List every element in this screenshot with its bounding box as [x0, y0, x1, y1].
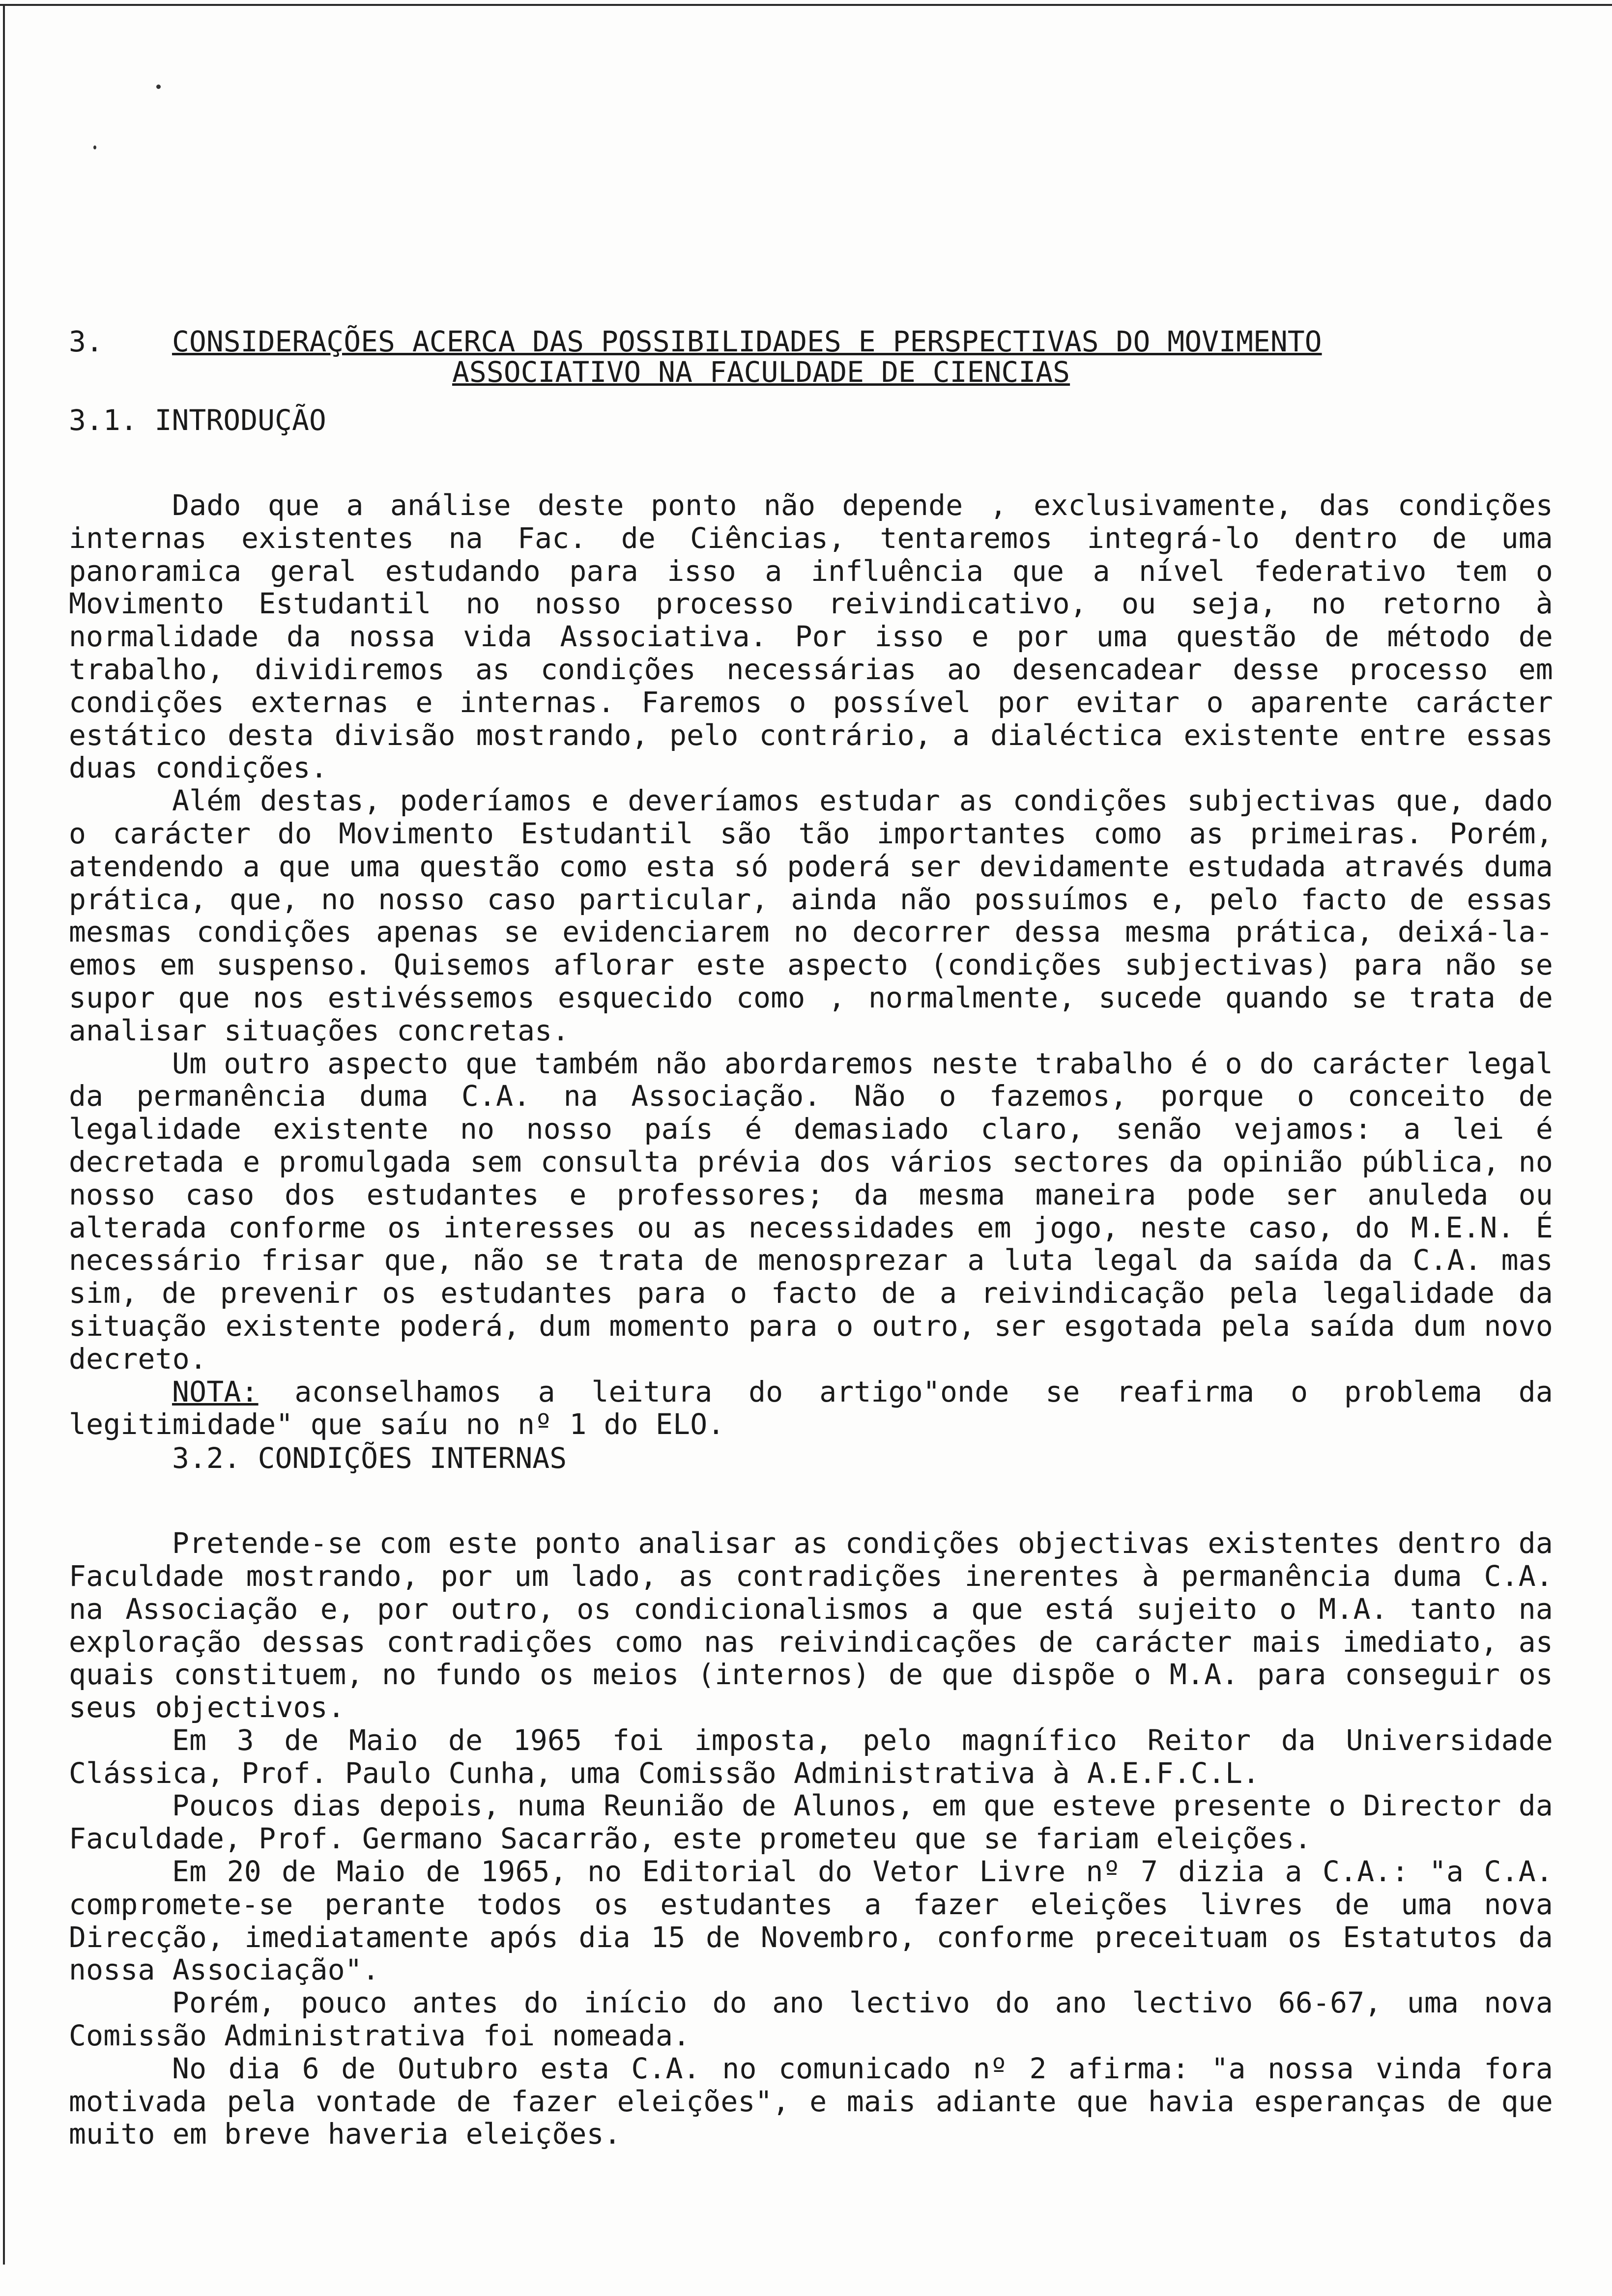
ink-speck — [156, 85, 161, 89]
internal-paragraph: Porém, pouco antes do início do ano lectivo do ano lectivo 66-67, uma nova Comissão Administrativa foi nomeada. — [69, 1986, 1553, 2053]
page-border-left — [3, 4, 5, 2265]
intro-heading: 3.1. INTRODUÇÃO — [69, 403, 326, 437]
internal-heading: 3.2. CONDIÇÕES INTERNAS — [172, 1441, 567, 1475]
internal-paragraph: Poucos dias depois, numa Reunião de Alunos, em que esteve presente o Director da Faculdade, Prof. Germano Sacarrão, este prometeu que se fariam eleições. — [69, 1789, 1553, 1856]
note-paragraph — [69, 1376, 1553, 1441]
section-number: 3. — [69, 325, 103, 358]
intro-paragraph: Dado que a análise deste ponto não depende , exclusivamente, das condições internas existentes na Fac. de Ciências, tentaremos integrá-lo dentro de uma panoramica geral estudando para isso a influência que a nível federativo tem o Movimento Estudantil no nosso processo reivindicativo, ou seja, no retorno à normalidade da nossa vida Associativa. Por isso e por uma questão de método de trabalho, dividiremos as condições necessárias ao desencadear desse processo em condições externas e internas. Faremos o possível por evitar o aparente carácter estático desta divisão mostrando, pelo contrário, a dialéctica existente entre essas duas condições. — [69, 488, 1553, 785]
section-title-line1: CONSIDERAÇÕES ACERCA DAS POSSIBILIDADES E PERSPECTIVAS DO MOVIMENTO — [172, 325, 1322, 358]
note-text: aconselhamos a leitura do artigo"onde se reafirma o problema da legitimidade" que saíu no nº 1 do ELO. — [69, 1375, 1553, 1441]
internal-paragraph: Em 20 de Maio de 1965, no Editorial do Vetor Livre nº 7 dizia a C.A.: "a C.A. compromete-se perante todos os estudantes a fazer eleições livres de uma nova Direcção, imediatamente após dia 15 de Novembro, conforme preceituam os Estatutos da nossa Associação". — [69, 1855, 1553, 1987]
section-title-line2: ASSOCIATIVO NA FACULDADE DE CIENCIAS — [452, 355, 1070, 389]
page-border-top — [0, 4, 1612, 6]
internal-paragraph: Em 3 de Maio de 1965 foi imposta, pelo magnífico Reitor da Universidade Clássica, Prof. Paulo Cunha, uma Comissão Administrativa à A.E.F.C.L. — [69, 1723, 1553, 1790]
ink-speck — [93, 145, 96, 149]
intro-paragraph: Um outro aspecto que também não abordaremos neste trabalho é o do carácter legal da permanência duma C.A. na Associação. Não o fazemos, porque o conceito de legalidade existente no nosso país é demasiado claro, senão vejamos: a lei é decretada e promulgada sem consulta prévia dos vários sectores da opinião pública, no nosso caso dos estudantes e professores; da mesma maneira pode ser anuleda ou alterada conforme os interesses ou as necessidades em jogo, neste caso, do M.E.N. É necessário frisar que, não se trata de menosprezar a luta legal da saída da C.A. mas sim, de prevenir os estudantes para o facto de a reivindicação pela legalidade da situação existente poderá, dum momento para o outro, ser esgotada pela saída dum novo decreto. — [69, 1046, 1553, 1376]
internal-paragraph: No dia 6 de Outubro esta C.A. no comunicado nº 2 afirma: "a nossa vinda fora motivada pela vontade de fazer eleições", e mais adiante que havia esperanças de que muito em breve haveria eleições. — [69, 2051, 1553, 2151]
section-heading — [69, 319, 1553, 393]
internal-paragraph: Pretende-se com este ponto analisar as condições objectivas existentes dentro da Faculdade mostrando, por um lado, as contradições inerentes à permanência duma C.A. na Associação e, por outro, os condicionalismos a que está sujeito o M.A. tanto na exploração dessas contradições como nas reivindicações de carácter mais imediato, as quais constituem, no fundo os meios (internos) de que dispõe o M.A. para conseguir os seus objectivos. — [69, 1526, 1553, 1724]
note-label: NOTA: — [172, 1375, 259, 1408]
document-body — [69, 319, 1553, 2151]
intro-paragraph: Além destas, poderíamos e deveríamos estudar as condições subjectivas que, dado o carácter do Movimento Estudantil são tão importantes como as primeiras. Porém, atendendo a que uma questão como esta só poderá ser devidamente estudada através duma prática, que, no nosso caso particular, ainda não possuímos e, pelo facto de essas mesmas condições apenas se evidenciarem no decorrer dessa mesma prática, deixá-la-emos em suspenso. Quisemos aflorar este aspecto (condições subjectivas) para não se supor que nos estivéssemos esquecido como , normalmente, sucede quando se trata de analisar situações concretas. — [69, 784, 1553, 1047]
